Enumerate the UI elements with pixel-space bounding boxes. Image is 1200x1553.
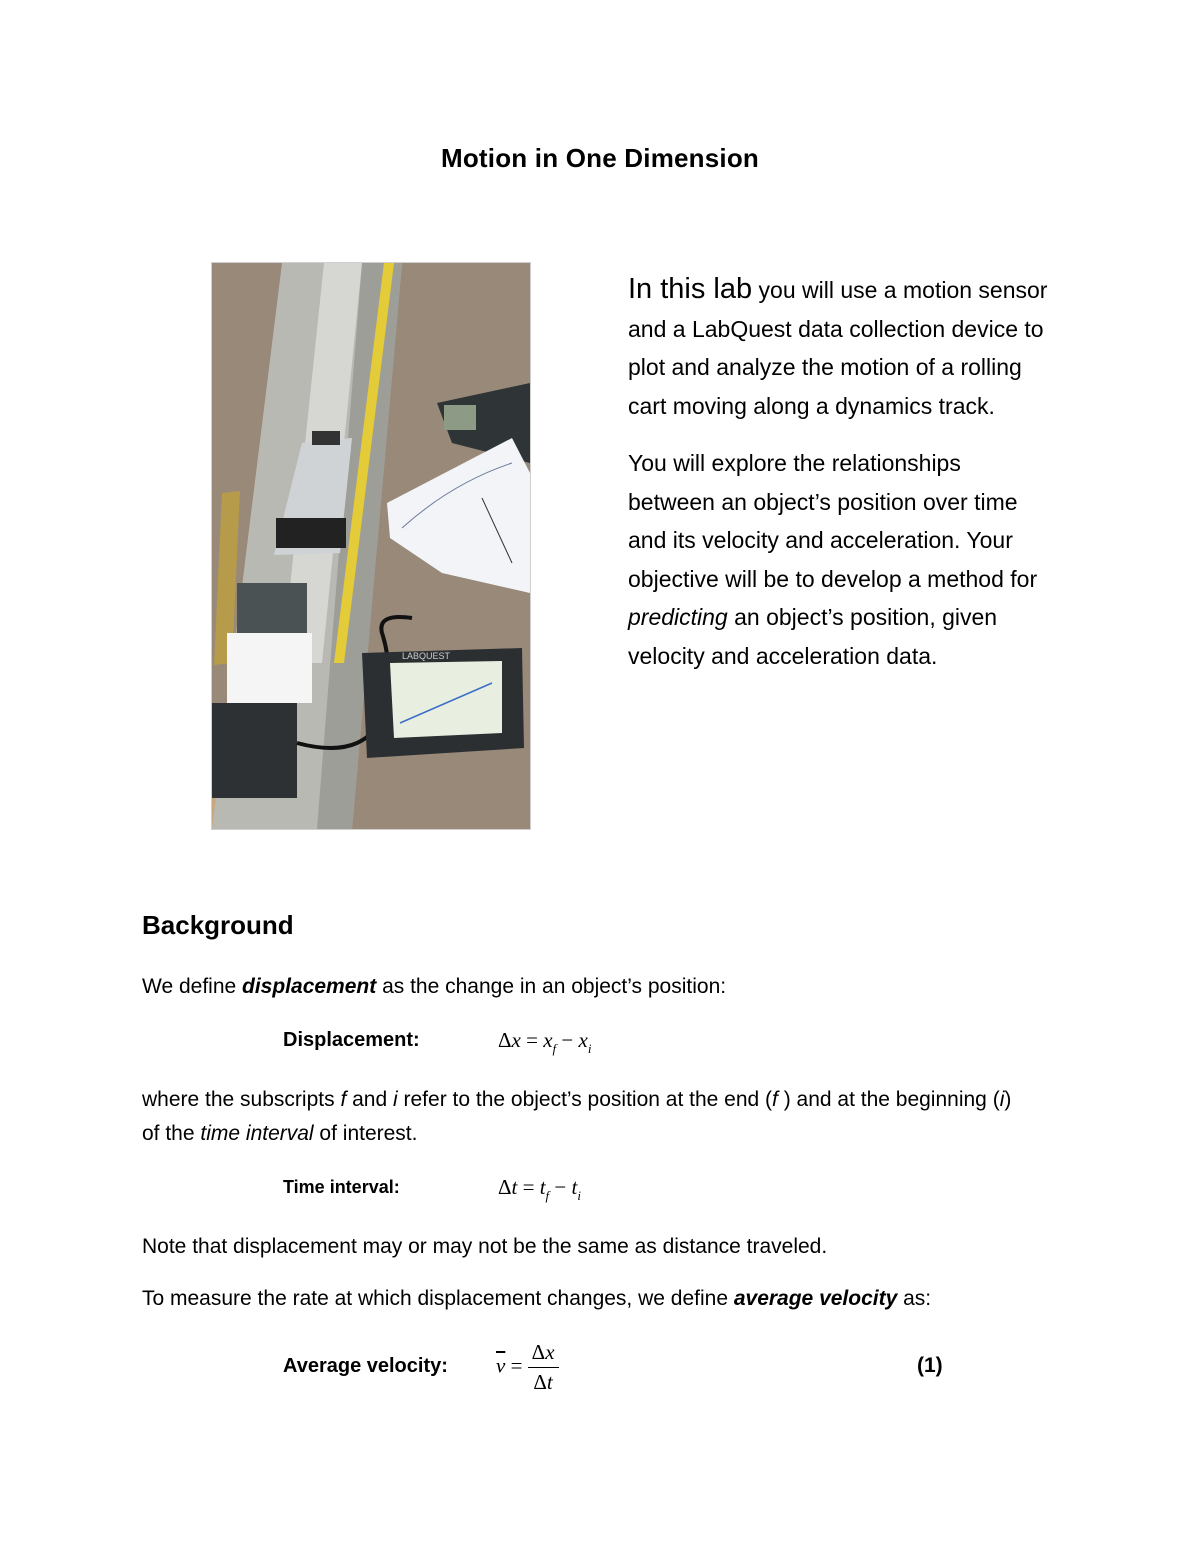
p2-line2-b: of interest. — [313, 1122, 418, 1145]
p2-f2: f — [772, 1088, 778, 1111]
p1-before: We define — [142, 975, 243, 998]
background-paragraph-3: Note that displacement may or may not be the same as distance traveled. — [142, 1235, 828, 1258]
average-velocity-equation: $\overline{v}$ = $\frac{\Delta x}{\Delta t}$ — [496, 1340, 559, 1395]
p4-after: as: — [897, 1287, 932, 1310]
p2-line2-a: of the — [142, 1122, 201, 1145]
p2-c: refer to the object’s position at the end ( — [397, 1088, 773, 1111]
intro-text — [628, 270, 1048, 675]
equation-number: (1) — [917, 1354, 943, 1377]
p2-d: ) and at the beginning ( — [777, 1088, 1000, 1111]
intro-paragraph-1 — [628, 270, 1048, 425]
p2-a: where the subscripts — [142, 1088, 341, 1111]
p2-b: and — [346, 1088, 393, 1111]
p2-line2-term: time interval — [200, 1122, 314, 1145]
intro-p2-part1: You will explore the relationships between an object’s position over time and its velocity and acceleration. Your objective will be to develop a method for — [628, 450, 1038, 592]
p4-term: average velocity — [733, 1287, 898, 1310]
intro-p2-italic: predicting — [628, 604, 728, 630]
intro-lead-rest: you will use a motion sensor and a LabQuest data collection device to plot and analyze the motion of a rolling cart moving along a dynamics track. — [628, 277, 1048, 419]
background-paragraph-2 — [142, 1083, 1072, 1151]
p2-e: ) — [1004, 1088, 1012, 1111]
background-heading: Background — [142, 910, 294, 940]
intro-paragraph-2 — [628, 444, 1048, 675]
p4-before: To measure the rate at which displacement changes, we define — [142, 1287, 734, 1310]
time-interval-label: Time interval: — [283, 1177, 400, 1197]
intro-p2-part2: an object’s position, given velocity and acceleration data. — [628, 604, 998, 669]
p1-after: as the change in an object’s position: — [376, 975, 727, 998]
labquest-label: LABQUEST — [402, 651, 451, 661]
p1-term: displacement — [242, 975, 377, 998]
lab-setup-photo — [211, 262, 531, 830]
time-interval-equation: $\Delta t = t_f - t_i$ — [498, 1175, 581, 1203]
background-paragraph-1 — [142, 970, 1072, 1004]
intro-lead: In this lab — [628, 273, 753, 305]
p2-i2: i — [999, 1088, 1005, 1111]
p2-f: f — [340, 1088, 347, 1111]
displacement-equation: $\Delta x = x_f - x_i$ — [498, 1028, 592, 1056]
page-title: Motion in One Dimension — [440, 143, 760, 173]
p2-i: i — [393, 1088, 398, 1111]
background-paragraph-4 — [142, 1282, 1072, 1316]
average-velocity-label: Average velocity: — [283, 1355, 448, 1377]
displacement-label: Displacement: — [283, 1029, 420, 1051]
